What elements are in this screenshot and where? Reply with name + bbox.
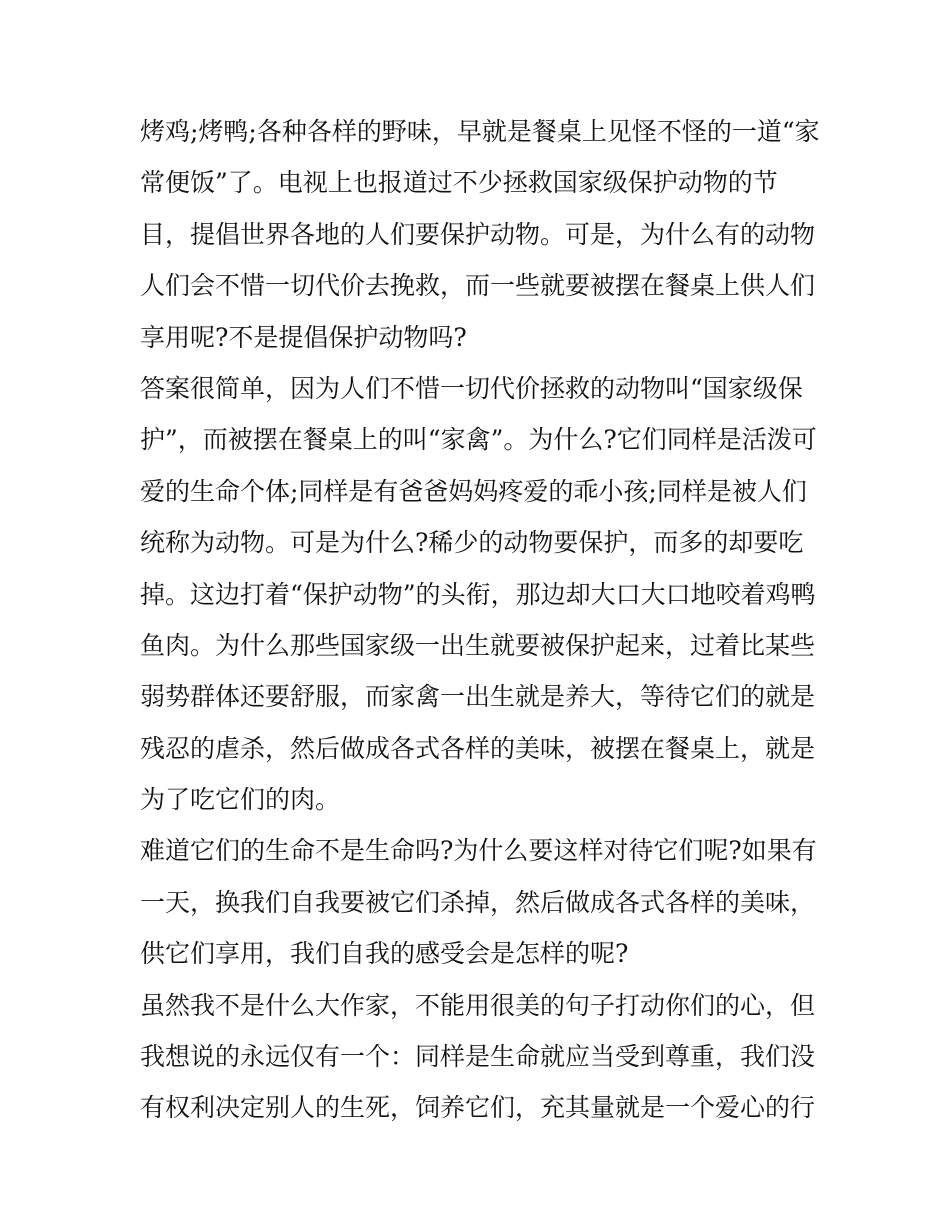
text-line-11: 鱼肉。为什么那些国家级一出生就要被保护起来，过着比某些 (140, 630, 816, 660)
text-line-18: 虽然我不是什么大作家，不能用很美的句子打动你们的心，但 (140, 990, 816, 1020)
text-line-12: 弱势群体还要舒服，而家禽一出生就是养大，等待它们的就是 (140, 682, 816, 712)
text-line-1: 烤鸡;烤鸭;各种各样的野味，早就是餐桌上见怪不怪的一道“家 (140, 117, 820, 146)
body-text (140, 106, 820, 1134)
text-line-15: 难道它们的生命不是生命吗?为什么要这样对待它们呢?如果有 (140, 836, 817, 866)
text-line-19: 我想说的永远仅有一个：同样是生命就应当受到尊重，我们没 (140, 1042, 816, 1072)
text-line-2: 常便饭”了。电视上也报道过不少拯救国家级保护动物的节 (140, 168, 778, 198)
text-line-5: 享用呢?不是提倡保护动物吗? (140, 322, 467, 352)
text-line-3: 目，提倡世界各地的人们要保护动物。可是，为什么有的动物 (140, 219, 816, 249)
text-line-20: 有权利决定别人的生死，饲养它们，充其量就是一个爱心的行 (140, 1093, 816, 1123)
text-line-7: 护”，而被摆在餐桌上的叫“家禽”。为什么?它们同样是活泼可 (140, 425, 817, 455)
text-line-8: 爱的生命个体;同样是有爸爸妈妈疼爱的乖小孩;同样是被人们 (140, 476, 807, 506)
text-line-14: 为了吃它们的肉。 (140, 785, 341, 815)
text-line-10: 掉。这边打着“保护动物”的头衔，那边却大口大口地咬着鸡鸭 (140, 579, 816, 609)
text-line-16: 一天，换我们自我要被它们杀掉，然后做成各式各样的美味， (140, 887, 816, 917)
text-line-9: 统称为动物。可是为什么?稀少的动物要保护，而多的却要吃 (140, 528, 804, 558)
text-line-4: 人们会不惜一切代价去挽救，而一些就要被摆在餐桌上供人们 (140, 271, 816, 301)
text-line-13: 残忍的虐杀，然后做成各式各样的美味，被摆在餐桌上，就是 (140, 733, 816, 763)
text-line-6: 答案很简单，因为人们不惜一切代价拯救的动物叫“国家级保 (140, 373, 803, 403)
text-line-17: 供它们享用，我们自我的感受会是怎样的呢? (140, 939, 629, 969)
